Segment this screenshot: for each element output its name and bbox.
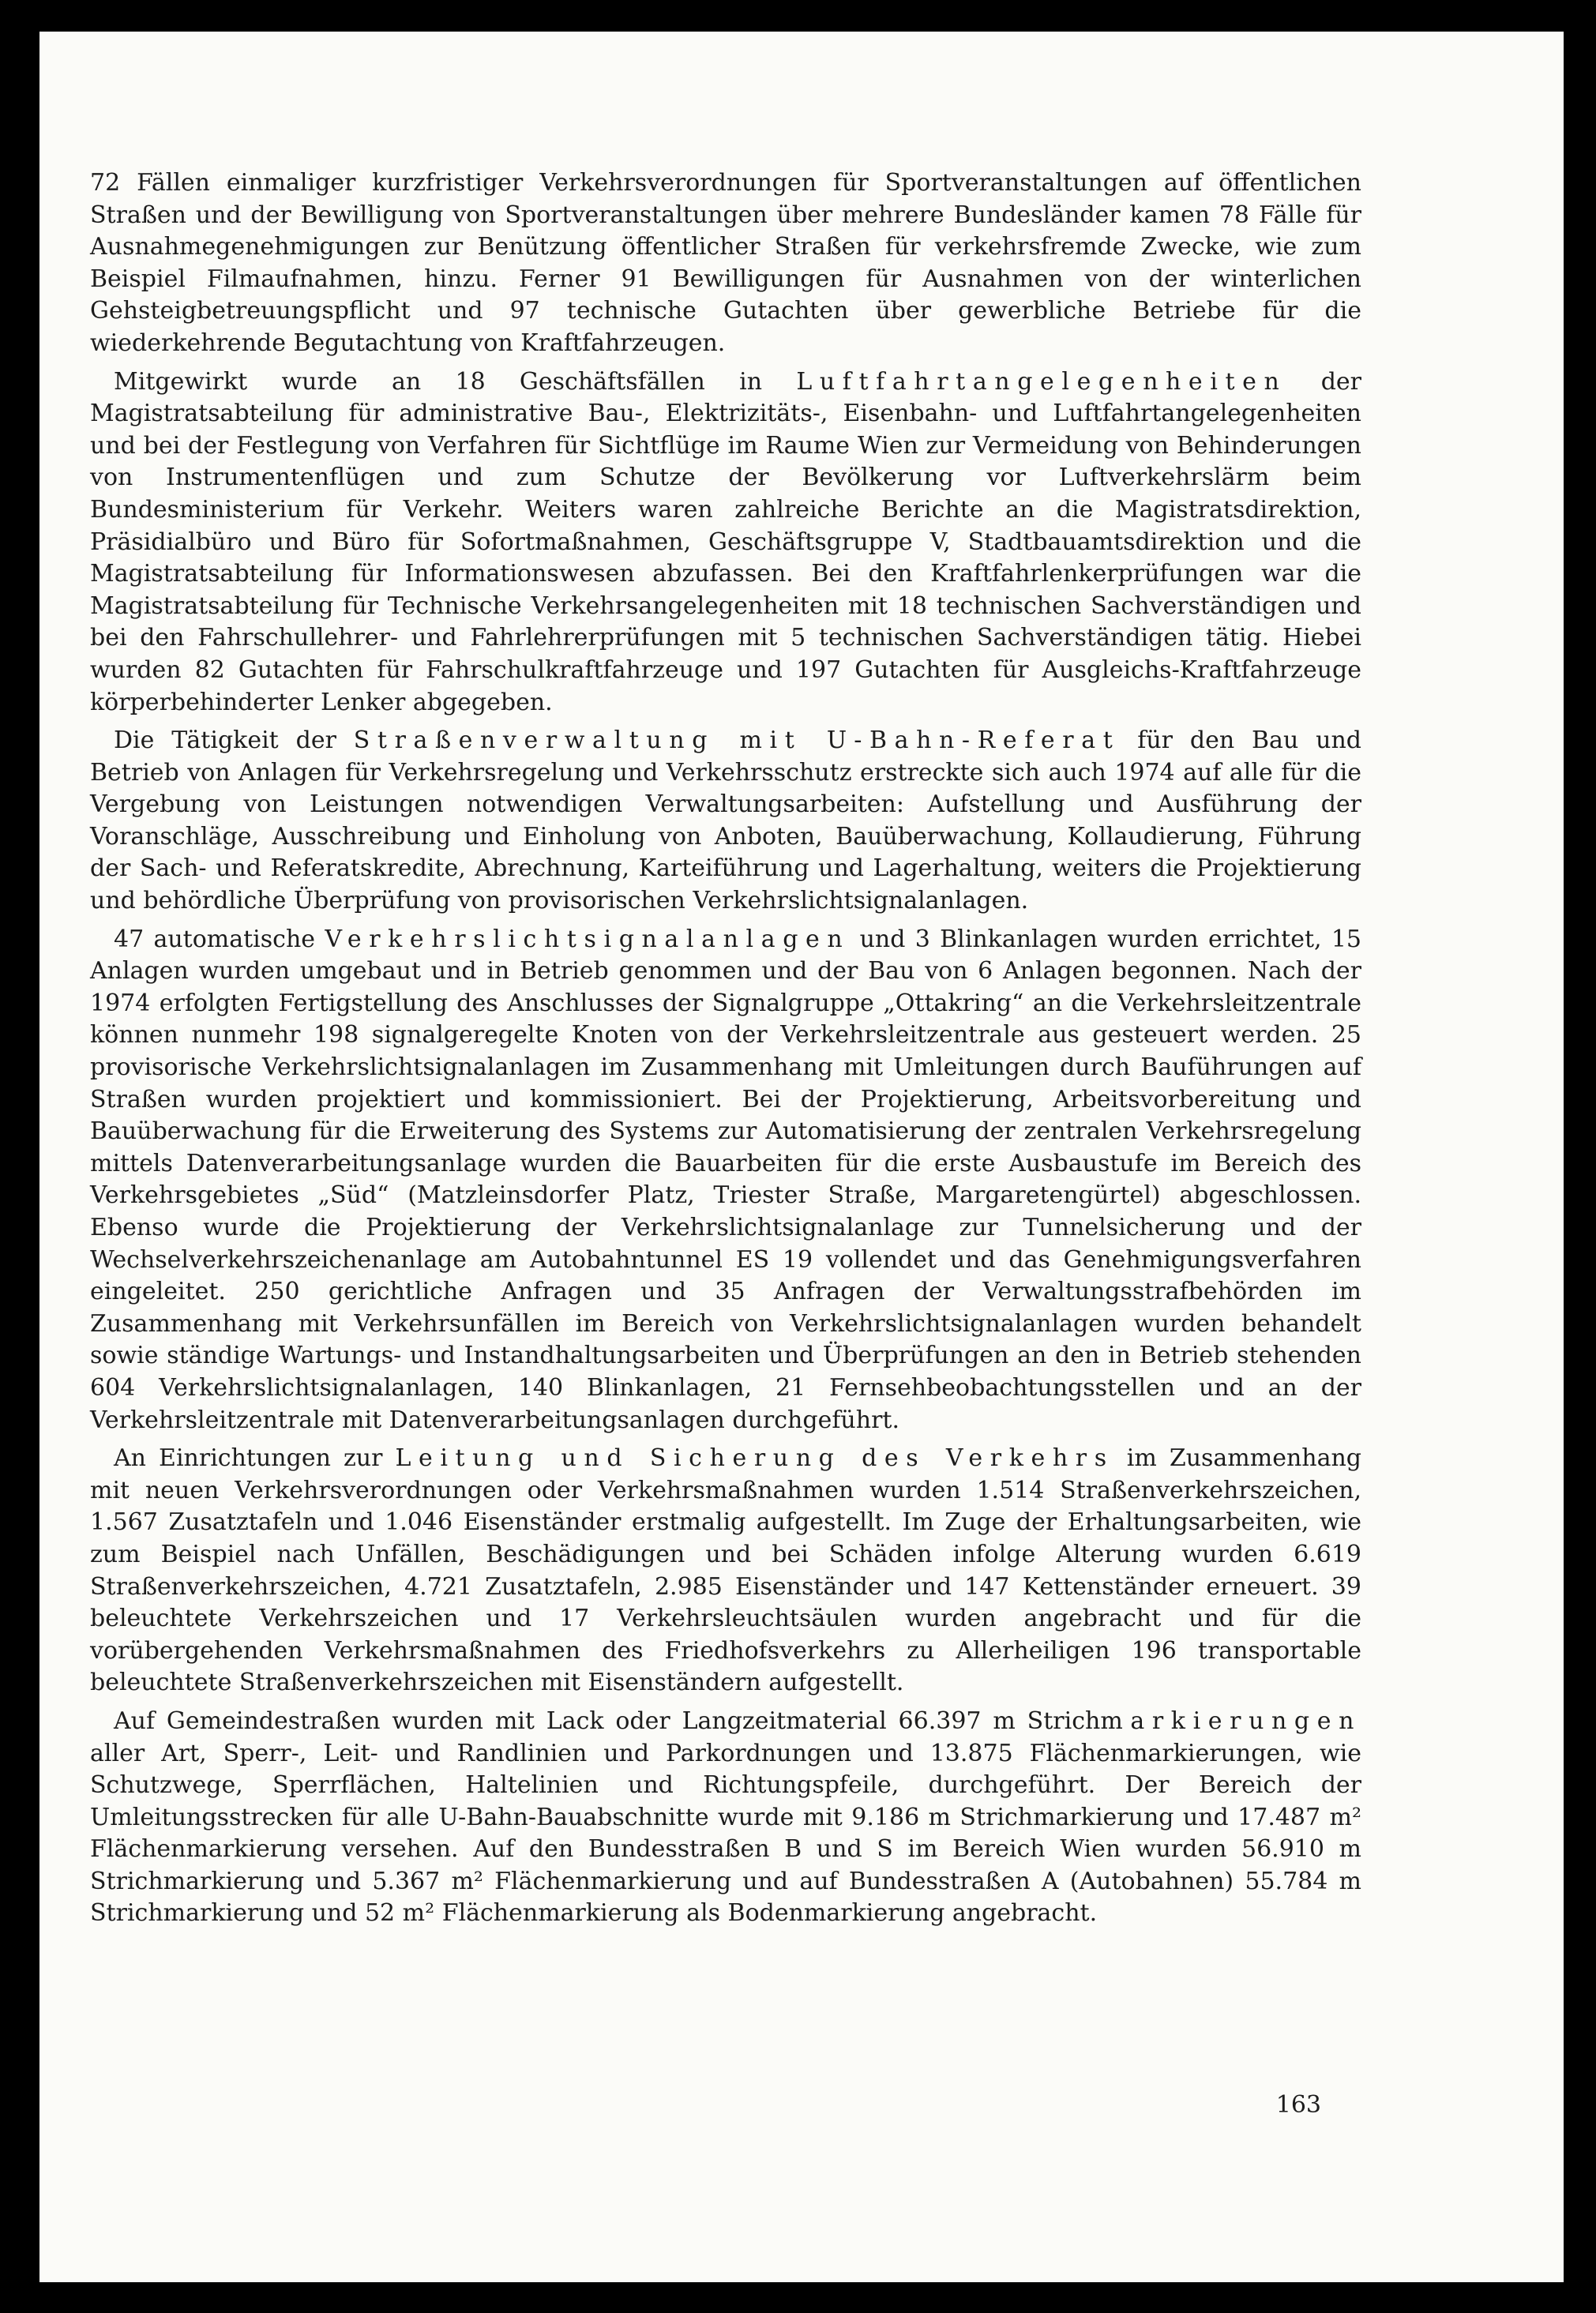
paragraph-text: Mitgewirkt wurde an 18 Geschäftsfällen in <box>114 367 797 396</box>
paragraph-text: 72 Fällen einmaliger kurzfristiger Verkehrsverordnungen für Sportveranstaltungen auf öffentlichen Straßen und der Bewilligung von Sportveranstaltungen über mehrere Bundesländer kamen 78 Fälle für Ausnahmegenehmigungen zur Benützung öffentlicher Straßen für verkehrsfremde Zwecke, wie zum Beispiel Filmaufnahmen, hinzu. Ferner 91 Bewilligungen für Ausnahmen von der winterlichen Gehsteigbetreuungspflicht und 97 technische Gutachten über gewerbliche Betriebe für die wiederkehrende Begutachtung von Kraftfahrzeugen. <box>90 169 1361 357</box>
paragraph <box>90 924 1361 1437</box>
paragraph <box>90 1443 1361 1699</box>
paragraph-text: An Einrichtungen zur <box>114 1444 396 1473</box>
page-number: 163 <box>1275 2091 1321 2119</box>
paragraph <box>90 725 1361 918</box>
body-text <box>90 167 1361 1936</box>
document-page <box>39 32 1564 2282</box>
spaced-emphasis: Verkehrslichtsignalanlagen <box>325 925 851 953</box>
spaced-emphasis: Leitung und Sicherung des Verkehrs <box>395 1444 1114 1473</box>
spaced-emphasis: markierungen <box>1100 1707 1361 1735</box>
paragraph-text: und 3 Blinkanlagen wurden errichtet, 15 Anlagen wurden umgebaut und in Betrieb genommen und der Bau von 6 Anlagen begonnen. Nach der 1974 erfolgten Fertigstellung des Anschlusses der Signalgruppe „Ottakring“ an die Verkehrsleitzentrale können nunmehr 198 signalgeregelte Knoten von der Verkehrsleitzentrale aus gesteuert werden. 25 provisorische Verkehrslichtsignalanlagen im Zusammenhang mit Umleitungen durch Bauführungen auf Straßen wurden projektiert und kommissioniert. Bei der Projektierung, Arbeitsvorbereitung und Bauüberwachung für die Erweiterung des Systems zur Automatisierung der zentralen Verkehrsregelung mittels Datenverarbeitungsanlage wurden die Bauarbeiten für die erste Ausbaustufe im Bereich des Verkehrsgebietes „Süd“ (Matzleinsdorfer Platz, Triester Straße, Margaretengürtel) abgeschlossen. Ebenso wurde die Projektierung der Verkehrslichtsignalanlage zur Tunnelsicherung und der Wechselverkehrszeichenanlage am Autobahntunnel ES 19 vollendet und das Genehmigungsverfahren eingeleitet. 250 gerichtliche Anfragen und 35 Anfragen der Verwaltungsstrafbehörden im Zusammenhang mit Verkehrsunfällen im Bereich von Verkehrslichtsignalanlagen wurden behandelt sowie ständige Wartungs- und Instandhaltungsarbeiten und Überprüfungen an den in Betrieb stehenden 604 Verkehrslichtsignalanlagen, 140 Blinkanlagen, 21 Fernsehbeobachtungsstellen und an der Verkehrsleitzentrale mit Datenverarbeitungsanlagen durchgeführt. <box>90 925 1362 1434</box>
paragraph <box>90 167 1361 360</box>
paragraph-text: für den Bau und Betrieb von Anlagen für Verkehrsregelung und Verkehrsschutz erstreckte sich auch 1974 auf alle für die Vergebung von Leistungen notwendigen Verwaltungsarbeiten: Aufstellung und Ausführung der Voranschläge, Ausschreibung und Einholung von Anboten, Bauüberwachung, Kollaudierung, Führung der Sach- und Referatskredite, Abrechnung, Karteiführung und Lagerhaltung, weiters die Projektierung und behördliche Überprüfung von provisorischen Verkehrslichtsignalanlagen. <box>90 727 1361 915</box>
paragraph-text: Auf Gemeindestraßen wurden mit Lack oder Langzeitmaterial 66.397 m Strich <box>114 1707 1101 1735</box>
paragraph <box>90 366 1361 719</box>
paragraph-text: 47 automatische <box>114 925 325 953</box>
paragraph-text: der Magistratsabteilung für administrative Bau-, Elektrizitäts-, Eisenbahn- und Luftfahrtangelegenheiten und bei der Festlegung von Verfahren für Sichtflüge im Raume Wien zur Vermeidung von Behinderungen von Instrumentenflügen und zum Schutze der Bevölkerung vor Luftverkehrslärm beim Bundesministerium für Verkehr. Weiters waren zahlreiche Berichte an die Magistratsdirektion, Präsidialbüro und Büro für Sofortmaßnahmen, Geschäftsgruppe V, Stadtbauamtsdirektion und die Magistratsabteilung für Informationswesen abzufassen. Bei den Kraftfahrlenkerprüfungen war die Magistratsabteilung für Technische Verkehrsangelegenheiten mit 18 technischen Sachverständigen und bei den Fahrschullehrer- und Fahrlehrerprüfungen mit 5 technischen Sachverständigen tätig. Hiebei wurden 82 Gutachten für Fahrschulkraftfahrzeuge und 197 Gutachten für Ausgleichs-Kraftfahrzeuge körperbehinderter Lenker abgegeben. <box>90 367 1361 716</box>
spaced-emphasis: Luftfahrtangelegenheiten <box>796 367 1287 396</box>
paragraph-text: aller Art, Sperr-, Leit- und Randlinien und Parkordnungen und 13.875 Flächenmarkierungen, wie Schutzwege, Sperrflächen, Haltelinien und Richtungspfeile, durchgeführt. Der Bereich der Umleitungsstrecken für alle U-Bahn-Bauabschnitte wurde mit 9.186 m Strichmarkierung und 17.487 m² Flächenmarkierung versehen. Auf den Bundesstraßen B und S im Bereich Wien wurden 56.910 m Strichmarkierung und 5.367 m² Flächenmarkierung und auf Bundesstraßen A (Autobahnen) 55.784 m Strichmarkierung und 52 m² Flächenmarkierung als Bodenmarkierung angebracht. <box>90 1739 1361 1928</box>
paragraph-text: im Zusammenhang mit neuen Verkehrsverordnungen oder Verkehrsmaßnahmen wurden 1.514 Straßenverkehrszeichen, 1.567 Zusatztafeln und 1.046 Eisenständer erstmalig aufgestellt. Im Zuge der Erhaltungsarbeiten, wie zum Beispiel nach Unfällen, Beschädigungen und bei Schäden infolge Alterung wurden 6.619 Straßenverkehrszeichen, 4.721 Zusatztafeln, 2.985 Eisenständer und 147 Kettenständer erneuert. 39 beleuchtete Verkehrszeichen und 17 Verkehrsleuchtsäulen wurden angebracht und für die vorübergehenden Verkehrsmaßnahmen des Friedhofsverkehrs zu Allerheiligen 196 transportable beleuchtete Straßenverkehrszeichen mit Eisenständern aufgestellt. <box>90 1444 1362 1697</box>
paragraph <box>90 1706 1361 1930</box>
spaced-emphasis: Straßenverwaltung mit U-Bahn-Referat <box>353 727 1121 755</box>
paragraph-text: Die Tätigkeit der <box>114 727 354 755</box>
